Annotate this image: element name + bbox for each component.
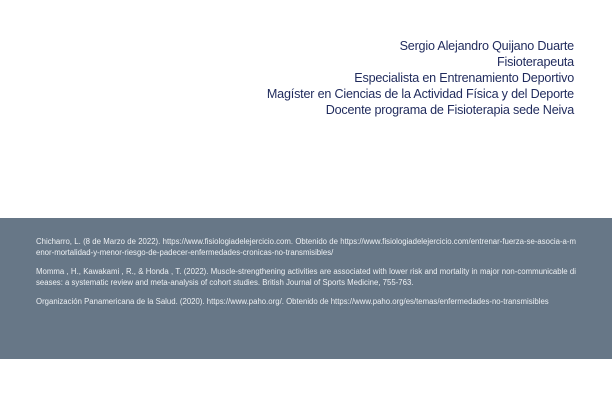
author-title-physiotherapist: Fisioterapeuta bbox=[496, 55, 574, 69]
author-name: Sergio Alejandro Quijano Duarte bbox=[399, 39, 574, 53]
author-title-teacher: Docente programa de Fisioterapia sede Neiva bbox=[325, 103, 574, 117]
reference-momma: Momma , H., Kawakami , R., & Honda , T. (2022). Muscle-strengthening activities are associated with lower risk and mortality in major non-communicable diseases: a systematic review and meta-analysis of cohort studies. British Journal of Sports Medicine, 755-763. bbox=[36, 267, 576, 287]
author-title-specialist: Especialista en Entrenamiento Deportivo bbox=[354, 71, 574, 85]
reference-paho: Organización Panamericana de la Salud. (2020). https://www.paho.org/. Obtenido de https://www.paho.org/es/temas/enfermedades-no-transmisibles bbox=[36, 297, 549, 307]
references-section bbox=[0, 218, 612, 359]
author-title-masters: Magíster en Ciencias de la Actividad Física y del Deporte bbox=[266, 87, 574, 101]
author-signature-block bbox=[154, 38, 574, 118]
reference-chicharro: Chicharro, L. (8 de Marzo de 2022). https://www.fisiologiadelejercicio.com. Obtenido de https://www.fisiologiadelejercicio.com/entrenar-fuerza-se-asocia-a-menor-mortalidad-y-menor-riesgo-de-padecer-enfermedades-cronicas-no-transmisibles/ bbox=[36, 237, 576, 257]
